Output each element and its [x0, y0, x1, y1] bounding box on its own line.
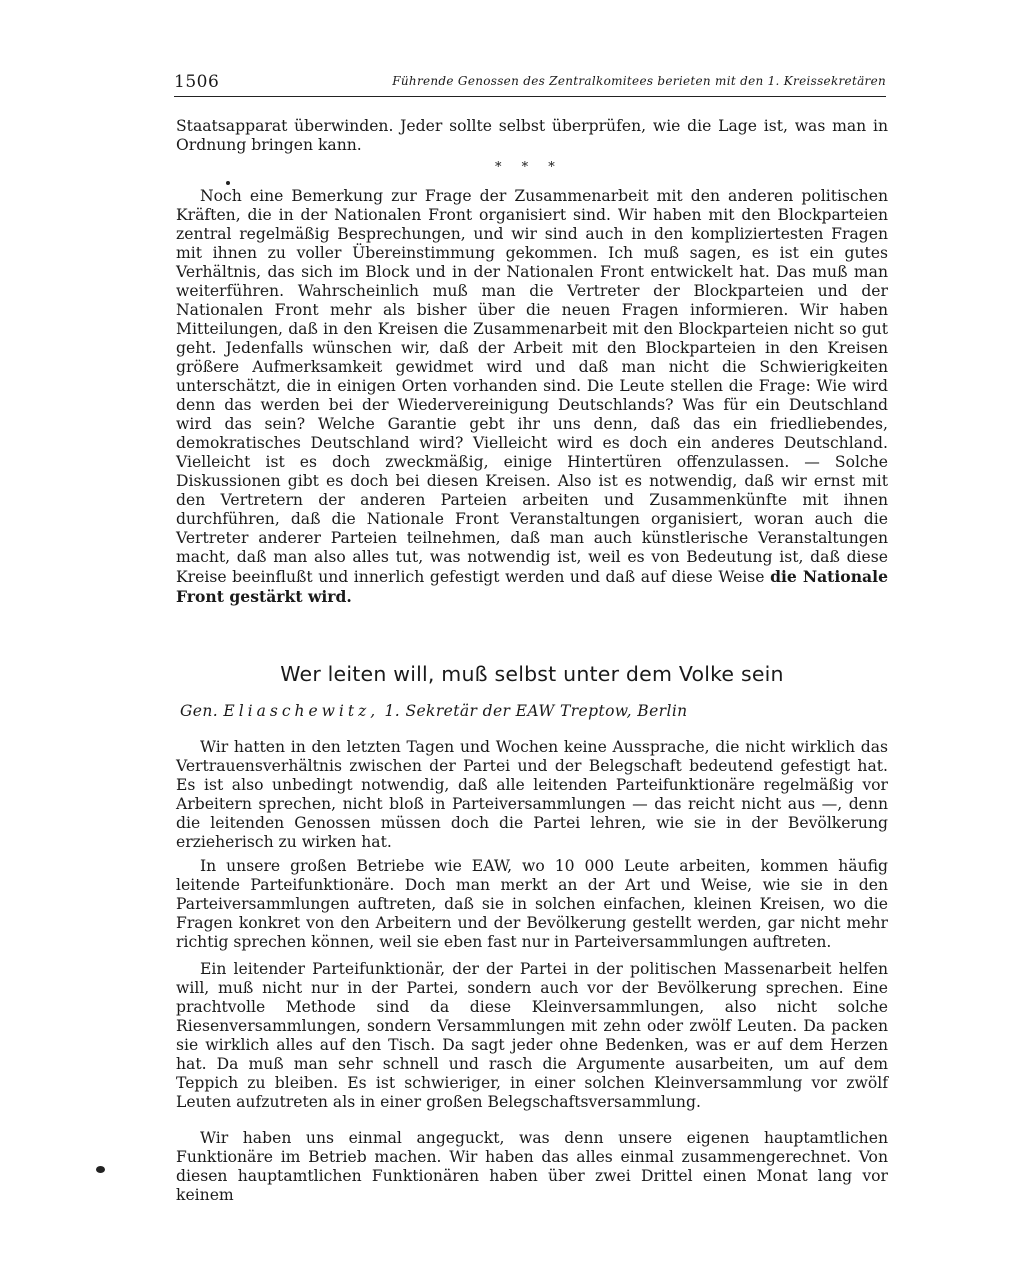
- section-heading: Wer leiten will, muß selbst unter dem Volke sein: [280, 662, 784, 686]
- speech-paragraph-4: [176, 1129, 888, 1205]
- paragraph-text: Wir haben uns einmal angeguckt, was denn unsere eigenen hauptamtlichen Funktionäre im Betrieb machen. Wir haben das alles einmal zusammengerechnet. Von diesen hauptamtlichen Funktionären haben über zwei Drittel einen Monat lang vor keinem: [176, 1129, 888, 1204]
- page-header: [174, 70, 886, 97]
- paragraph-text: Ein leitender Parteifunktionär, der der Partei in der politischen Massenarbeit helfen will, muß nicht nur in der Partei, sondern auch vor der Bevölkerung sprechen. Eine prachtvolle Methode sind da diese Kleinversammlungen, also nicht solche Riesenversammlungen, sondern Versammlungen mit zehn oder zwölf Leuten. Da packen sie wirklich alles auf den Tisch. Da sagt jeder ohne Bedenken, was er auf dem Herzen hat. Da muß man sehr schnell und rasch die Argumente ausarbeiten, um auf dem Teppich zu bleiben. Es ist schwieriger, in einer solchen Kleinversammlung vor zwölf Leuten aufzutreten als in einer großen Belegschaftsversammlung.: [176, 960, 888, 1111]
- paragraph-text: Wir hatten in den letzten Tagen und Wochen keine Aussprache, die nicht wirklich das Vertrauensverhältnis zwischen der Partei und der Belegschaft bedeutend gefestigt hat. Es ist also unbedingt notwendig, daß alle leitenden Parteifunktionäre regelmäßig vor Arbeitern sprechen, nicht bloß in Parteiversammlungen — das reicht nicht aus —, denn die leitenden Genossen müssen doch die Partei lehren, wie sie in der Bevölkerung erzieherisch zu wirken hat.: [176, 738, 888, 851]
- paragraph-text: Noch eine Bemerkung zur Frage der Zusammenarbeit mit den anderen politischen Kräften, die in der Nationalen Front organisiert sind. Wir haben mit den Blockparteien zentral regelmäßig Besprechungen, und wir sind auch in den kompliziertesten Fragen mit ihnen zu voller Übereinstimmung gekommen. Ich muß sagen, es ist ein gutes Verhältnis, das sich im Block und in der Nationalen Front entwickelt hat. Das muß man weiterführen. Wahrscheinlich muß man die Vertreter der Blockparteien und der Nationalen Front mehr als bisher über die neuen Fragen informieren. Wir haben Mitteilungen, daß in den Kreisen die Zusammenarbeit mit den Blockparteien nicht so gut geht. Jedenfalls wünschen wir, daß der Arbeit mit den Blockparteien in den Kreisen größere Aufmerksamkeit gewidmet wird und daß man nicht die Schwierigkeiten unterschätzt, die in einigen Orten vorhanden sind. Die Leute stellen die Frage: Wie wird denn das werden bei der Wiedervereinigung Deutschlands? Was für ein Deutschland wird das sein? Welche Garantie gebt ihr uns denn, daß das ein friedliebendes, demokratisches Deutschland wird? Vielleicht wird es doch ein anderes Deutschland. Vielleicht ist es doch zweckmäßig, einige Hintertüren offenzulassen. — Solche Diskussionen gibt es doch bei diesen Kreisen. Also ist es notwendig, daß wir ernst mit den Vertretern der anderen Parteien arbeiten und Zusammenkünfte mit ihnen durchführen, daß die Nationale Front Veranstaltungen organisiert, woran auch die Vertreter anderer Parteien teilnehmen, daß man auch künstlerische Veranstaltungen macht, daß man also alles tut, was notwendig ist, weil es von Bedeutung ist, daß diese Kreise beeinflußt und innerlich gefestigt werden und daß auf diese Weise: [176, 187, 888, 586]
- margin-speck: [96, 1166, 105, 1173]
- speech-paragraph-2: [176, 857, 888, 952]
- paragraph-text: In unsere großen Betriebe wie EAW, wo 10 000 Leute arbeiten, kommen häufig leitende Parteifunktionäre. Doch man merkt an der Art und Weise, wie sie in den Parteiversammlungen auftreten, daß sie in solchen einfachen, kleinen Kreisen, wo die Fragen konkret von den Arbeitern und der Bevölkerung gestellt werden, gar nicht mehr richtig sprechen können, weil sie eben fast nur in Parteiversammlungen auftreten.: [176, 857, 888, 951]
- paragraph-ending: die Nationale Front gestärkt wird.: [176, 567, 888, 606]
- continuation-paragraph: [176, 117, 888, 155]
- speaker-name: Eliaschewitz,: [223, 702, 380, 720]
- nationale-front-paragraph: [176, 187, 888, 607]
- running-head: Führende Genossen des Zentralkomitees berieten mit den 1. Kreissekretären: [392, 74, 886, 88]
- speech-paragraph-1: [176, 738, 888, 852]
- page-number: 1506: [174, 72, 220, 92]
- byline-prefix: Gen.: [180, 702, 219, 720]
- speaker-role: 1. Sekretär der EAW Treptow, Berlin: [384, 702, 688, 720]
- continuation-text: Staatsapparat überwinden. Jeder sollte selbst überprüfen, wie die Lage ist, was man in Ordnung bringen kann.: [176, 117, 888, 154]
- speaker-byline: [180, 702, 688, 720]
- print-speck: [226, 181, 230, 185]
- speech-paragraph-3: [176, 960, 888, 1112]
- section-separator: * * *: [495, 160, 563, 175]
